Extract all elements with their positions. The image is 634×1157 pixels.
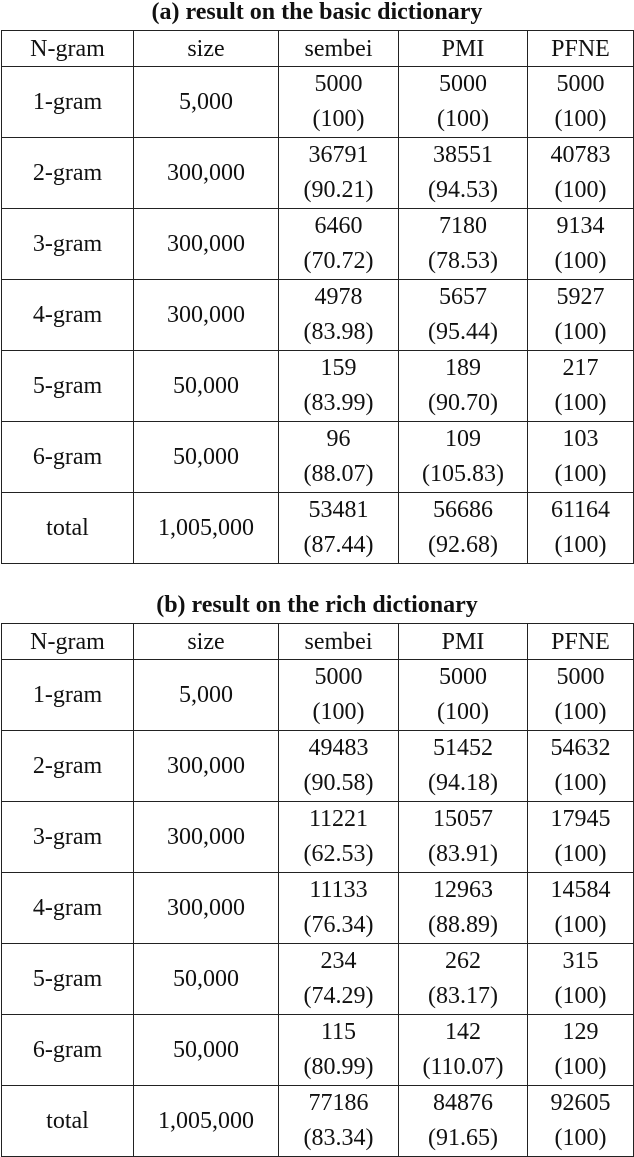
size-cell: 300,000 [134, 209, 279, 280]
size-cell: 50,000 [134, 422, 279, 493]
sembei-cell [279, 660, 399, 731]
sembei-cell [279, 422, 399, 493]
sembei-cell [279, 351, 399, 422]
pfne-percent: (100) [554, 983, 607, 1009]
sembei-cell [279, 944, 399, 1015]
pmi-cell [399, 422, 528, 493]
pmi-count: 189 [445, 355, 481, 381]
sembei-count: 11133 [309, 877, 368, 903]
pmi-percent: (83.17) [428, 983, 498, 1009]
pfne-percent: (100) [554, 106, 607, 132]
size-cell: 300,000 [134, 731, 279, 802]
sembei-cell [279, 209, 399, 280]
pmi-cell [399, 493, 528, 564]
pmi-count: 51452 [433, 735, 493, 761]
table-row [2, 138, 634, 209]
table-a-basic-dictionary [1, 30, 634, 564]
pmi-count: 15057 [433, 806, 493, 832]
sembei-percent: (83.99) [303, 390, 374, 416]
size-cell: 300,000 [134, 138, 279, 209]
pfne-cell [528, 67, 634, 138]
pmi-count: 142 [445, 1019, 481, 1045]
header-sembei: sembei [279, 31, 399, 67]
sembei-percent: (70.72) [303, 248, 374, 274]
pmi-cell [399, 660, 528, 731]
ngram-cell: 6-gram [2, 422, 134, 493]
table-row [2, 280, 634, 351]
sembei-count: 53481 [308, 497, 369, 523]
pfne-cell [528, 802, 634, 873]
sembei-percent: (100) [312, 699, 365, 725]
ngram-cell: 2-gram [2, 138, 134, 209]
pfne-percent: (100) [554, 699, 607, 725]
sembei-count: 5000 [314, 664, 363, 690]
pmi-cell [399, 209, 528, 280]
pfne-count: 61164 [550, 497, 611, 523]
sembei-count: 4978 [314, 284, 363, 310]
pfne-count: 5927 [556, 284, 605, 310]
sembei-cell [279, 67, 399, 138]
pfne-count: 315 [562, 948, 599, 974]
pmi-count: 12963 [433, 877, 493, 903]
pmi-count: 38551 [433, 142, 493, 168]
ngram-cell: 4-gram [2, 873, 134, 944]
pfne-cell [528, 1015, 634, 1086]
ngram-cell: 1-gram [2, 67, 134, 138]
pfne-count: 17945 [550, 806, 611, 832]
pfne-percent: (100) [554, 912, 607, 938]
pmi-count: 7180 [439, 213, 487, 239]
pfne-percent: (100) [554, 770, 607, 796]
size-cell: 50,000 [134, 1015, 279, 1086]
header-size: size [134, 624, 279, 660]
pfne-count: 129 [562, 1019, 599, 1045]
pmi-cell [399, 351, 528, 422]
pmi-cell [399, 138, 528, 209]
size-cell: 50,000 [134, 944, 279, 1015]
pfne-percent: (100) [554, 177, 607, 203]
sembei-count: 159 [320, 355, 357, 381]
table-row [2, 660, 634, 731]
pmi-percent: (83.91) [428, 841, 498, 867]
ngram-cell: total [2, 493, 134, 564]
pfne-percent: (100) [554, 532, 607, 558]
pmi-percent: (105.83) [422, 461, 504, 487]
table-row [2, 493, 634, 564]
ngram-cell: 4-gram [2, 280, 134, 351]
sembei-percent: (80.99) [303, 1054, 374, 1080]
pfne-percent: (100) [554, 461, 607, 487]
pmi-percent: (94.18) [428, 770, 498, 796]
sembei-count: 5000 [314, 71, 363, 97]
pmi-percent: (100) [437, 699, 489, 725]
pfne-count: 103 [562, 426, 599, 452]
header-size: size [134, 31, 279, 67]
pmi-percent: (88.89) [428, 912, 498, 938]
pfne-count: 5000 [556, 71, 605, 97]
pfne-percent: (100) [554, 390, 607, 416]
table-row [2, 422, 634, 493]
ngram-cell: 3-gram [2, 209, 134, 280]
size-cell: 5,000 [134, 660, 279, 731]
ngram-cell: 2-gram [2, 731, 134, 802]
pfne-count: 92605 [550, 1090, 611, 1116]
pmi-cell [399, 873, 528, 944]
table-row [2, 1015, 634, 1086]
sembei-cell [279, 1015, 399, 1086]
pfne-cell [528, 944, 634, 1015]
table-row [2, 731, 634, 802]
sembei-count: 77186 [308, 1090, 369, 1116]
pmi-count: 5000 [439, 71, 487, 97]
sembei-count: 36791 [308, 142, 369, 168]
pfne-cell [528, 1086, 634, 1157]
pmi-percent: (90.70) [428, 390, 498, 416]
table-row [2, 944, 634, 1015]
header-ngram: N-gram [2, 624, 134, 660]
size-cell: 300,000 [134, 802, 279, 873]
pfne-cell [528, 422, 634, 493]
header-pfne: PFNE [528, 624, 634, 660]
table-row [2, 67, 634, 138]
table-header-row [2, 624, 634, 660]
table-row [2, 1086, 634, 1157]
table-b-rich-dictionary [1, 623, 634, 1157]
sembei-cell [279, 731, 399, 802]
pmi-cell [399, 280, 528, 351]
pfne-cell [528, 660, 634, 731]
sembei-count: 234 [320, 948, 357, 974]
pmi-count: 56686 [433, 497, 493, 523]
ngram-cell: total [2, 1086, 134, 1157]
pmi-cell [399, 802, 528, 873]
pmi-percent: (100) [437, 106, 489, 132]
header-pmi: PMI [399, 31, 528, 67]
pfne-cell [528, 209, 634, 280]
ngram-cell: 5-gram [2, 351, 134, 422]
pmi-cell [399, 944, 528, 1015]
pmi-percent: (110.07) [422, 1054, 504, 1080]
table-row [2, 873, 634, 944]
size-cell: 1,005,000 [134, 493, 279, 564]
pfne-count: 40783 [550, 142, 611, 168]
sembei-cell [279, 138, 399, 209]
pmi-cell [399, 67, 528, 138]
pmi-count: 5657 [439, 284, 487, 310]
pmi-count: 84876 [433, 1090, 493, 1116]
pmi-count: 262 [445, 948, 481, 974]
table-row [2, 209, 634, 280]
sembei-cell [279, 1086, 399, 1157]
pfne-cell [528, 280, 634, 351]
pfne-cell [528, 873, 634, 944]
pfne-cell [528, 351, 634, 422]
sembei-count: 115 [320, 1019, 357, 1045]
pfne-count: 217 [562, 355, 599, 381]
header-ngram: N-gram [2, 31, 134, 67]
sembei-percent: (90.21) [303, 177, 374, 203]
sembei-count: 6460 [314, 213, 363, 239]
sembei-percent: (88.07) [303, 461, 374, 487]
pfne-percent: (100) [554, 841, 607, 867]
pmi-percent: (92.68) [428, 532, 498, 558]
sembei-percent: (76.34) [303, 912, 374, 938]
pfne-cell [528, 731, 634, 802]
ngram-cell: 1-gram [2, 660, 134, 731]
table-a-caption: (a) result on the basic dictionary [151, 0, 483, 25]
header-pfne: PFNE [528, 31, 634, 67]
sembei-percent: (74.29) [303, 983, 374, 1009]
ngram-cell: 3-gram [2, 802, 134, 873]
sembei-count: 11221 [308, 806, 369, 832]
size-cell: 50,000 [134, 351, 279, 422]
pfne-count: 54632 [550, 735, 611, 761]
sembei-cell [279, 873, 399, 944]
pfne-percent: (100) [554, 1125, 607, 1151]
sembei-cell [279, 802, 399, 873]
pfne-count: 9134 [556, 213, 605, 239]
sembei-percent: (90.58) [303, 770, 374, 796]
pfne-count: 14584 [550, 877, 611, 903]
size-cell: 300,000 [134, 280, 279, 351]
header-pmi: PMI [399, 624, 528, 660]
pmi-count: 5000 [439, 664, 487, 690]
ngram-cell: 6-gram [2, 1015, 134, 1086]
table-row [2, 802, 634, 873]
size-cell: 5,000 [134, 67, 279, 138]
pmi-cell [399, 1086, 528, 1157]
header-sembei: sembei [279, 624, 399, 660]
sembei-cell [279, 280, 399, 351]
pmi-cell [399, 731, 528, 802]
pfne-cell [528, 493, 634, 564]
sembei-percent: (83.98) [303, 319, 374, 345]
pmi-cell [399, 1015, 528, 1086]
sembei-percent: (83.34) [303, 1125, 374, 1151]
sembei-cell [279, 493, 399, 564]
sembei-count: 96 [326, 426, 351, 452]
pfne-percent: (100) [554, 1054, 607, 1080]
pmi-percent: (94.53) [428, 177, 498, 203]
pfne-count: 5000 [556, 664, 605, 690]
ngram-cell: 5-gram [2, 944, 134, 1015]
pfne-percent: (100) [554, 248, 607, 274]
table-row [2, 351, 634, 422]
size-cell: 1,005,000 [134, 1086, 279, 1157]
pmi-percent: (91.65) [428, 1125, 498, 1151]
size-cell: 300,000 [134, 873, 279, 944]
sembei-count: 49483 [308, 735, 369, 761]
sembei-percent: (87.44) [303, 532, 374, 558]
pmi-count: 109 [445, 426, 481, 452]
table-header-row [2, 31, 634, 67]
pmi-percent: (78.53) [428, 248, 498, 274]
pfne-percent: (100) [554, 319, 607, 345]
pmi-percent: (95.44) [428, 319, 498, 345]
table-b-caption: (b) result on the rich dictionary [156, 592, 478, 618]
sembei-percent: (100) [312, 106, 365, 132]
pfne-cell [528, 138, 634, 209]
sembei-percent: (62.53) [303, 841, 374, 867]
